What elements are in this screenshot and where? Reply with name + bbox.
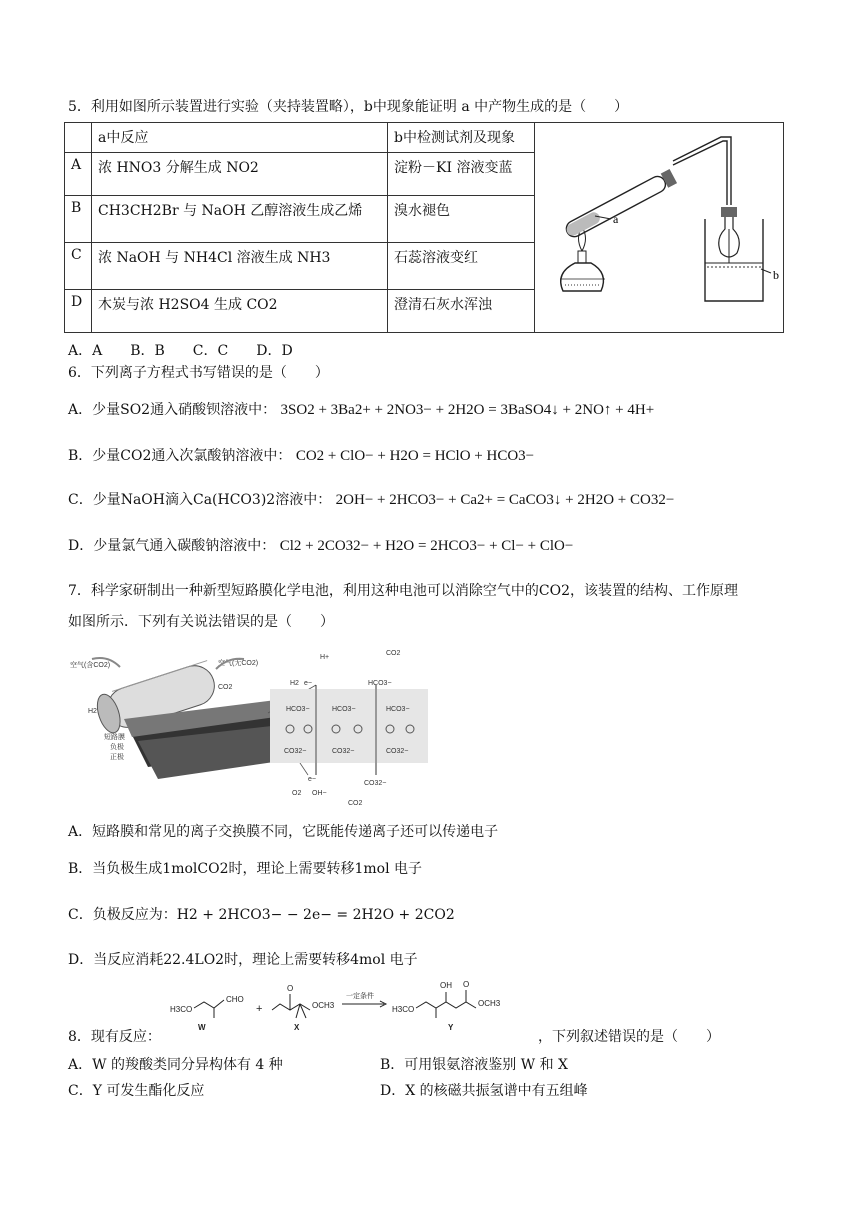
label-h3co: H3CO (170, 1005, 193, 1014)
q5-stem: 5．利用如图所示装置进行实验（夹持装置略），b中现象能证明 a 中产物生成的是（ ） (68, 99, 629, 115)
label-oh: OH (440, 981, 452, 990)
q6-stem: 6．下列离子方程式书写错误的是（ ） (68, 365, 329, 381)
q6-option-c (68, 491, 674, 509)
apparatus-figure (535, 123, 783, 328)
label-hplus: H+ (320, 654, 330, 661)
label-condition: 一定条件 (346, 993, 374, 1000)
label-hco3: HCO3− (368, 680, 392, 687)
label-co32: CO32− (364, 780, 387, 787)
q5-row-b: 石蕊溶液变红 (388, 242, 535, 289)
q5-row-a: 浓 HNO3 分解生成 NO2 (92, 152, 388, 195)
label-o: O (287, 984, 294, 993)
q5-header-empty (65, 123, 92, 153)
label-membrane: 短路膜 (104, 734, 125, 741)
label-air-out: 空气(无CO2) (218, 660, 259, 667)
label-y: Y (448, 1023, 454, 1032)
q6-a-prefix: A．少量SO2通入硝酸钡溶液中： (68, 402, 277, 418)
label-b: b (773, 268, 779, 282)
label-co2: CO2 (348, 800, 363, 807)
label-air-in: 空气(含CO2) (70, 662, 111, 669)
q6-b-equation: CO2 + ClO− + H2O = HClO + HCO3− (295, 448, 535, 464)
q8-option-a: A．W 的羧酸类同分异构体有 4 种 (68, 1057, 283, 1073)
label-hco3: HCO3− (386, 706, 410, 713)
label-w: W (198, 1023, 206, 1032)
label-co2: CO2 (218, 684, 233, 691)
q7-option-d: D．当反应消耗22.4LO2时，理论上需要转移4mol 电子 (68, 952, 418, 968)
label-cho: CHO (226, 995, 244, 1004)
q5-row-a: 木炭与浓 H2SO4 生成 CO2 (92, 289, 388, 332)
label-negative: 负极 (110, 744, 124, 751)
label-h3co: H3CO (392, 1005, 415, 1014)
q8-option-c: C．Y 可发生酯化反应 (68, 1083, 205, 1099)
label-co32: CO32− (386, 748, 409, 755)
q8-option-d: D．X 的核磁共振氢谱中有五组峰 (380, 1083, 588, 1099)
q5-row-a: 浓 NaOH 与 NH4Cl 溶液生成 NH3 (92, 242, 388, 289)
label-hco3: HCO3− (332, 706, 356, 713)
label-electron: e− (304, 680, 312, 687)
q6-d-equation: Cl2 + 2CO32− + H2O = 2HCO3− + Cl− + ClO− (279, 538, 574, 554)
q5-row-letter: B (65, 195, 92, 242)
q7-option-a: A．短路膜和常见的离子交换膜不同，它既能传递离子还可以传递电子 (68, 824, 499, 840)
label-hco3: HCO3− (286, 706, 310, 713)
q8-stem: 8．现有反应： (68, 1029, 161, 1045)
q6-c-prefix: C．少量NaOH滴入Ca(HCO3)2溶液中： (68, 492, 332, 508)
label-o: O (463, 980, 470, 989)
q5-row-b: 淀粉－KI 溶液变蓝 (388, 152, 535, 195)
q5-options: A．A B．B C．C D．D (68, 343, 293, 359)
q5-header-b: b中检测试剂及现象 (388, 123, 535, 153)
label-co32: CO32− (332, 748, 355, 755)
label-electron: e− (308, 776, 316, 783)
q7-stem-line1: 7．科学家研制出一种新型短路膜化学电池，利用这种电池可以消除空气中的CO2，该装置的结构、工作原理 (68, 583, 739, 599)
label-oh: OH− (312, 790, 327, 797)
label-x: X (294, 1023, 300, 1032)
label-co32: CO32− (284, 748, 307, 755)
label-co2: CO2 (386, 650, 401, 657)
label-h2: H2 (88, 708, 97, 715)
q6-d-prefix: D．少量氯气通入碳酸钠溶液中： (68, 538, 276, 554)
q5-header-a: a中反应 (92, 123, 388, 153)
label-o2: O2 (292, 790, 302, 797)
q6-option-a (68, 401, 654, 419)
q7-stem-line2: 如图所示．下列有关说法错误的是（ ） (68, 614, 334, 630)
q5-row-letter: A (65, 152, 92, 195)
label-plus: + (256, 1003, 263, 1015)
q8-stem-tail: ，下列叙述错误的是（ ） (538, 1029, 720, 1045)
q5-row-a: CH3CH2Br 与 NaOH 乙醇溶液生成乙烯 (92, 195, 388, 242)
q5-row-b: 溴水褪色 (388, 195, 535, 242)
label-h2: H2 (290, 680, 299, 687)
q6-option-b (68, 447, 534, 465)
q5-row-b: 澄清石灰水浑浊 (388, 289, 535, 332)
q8-option-b: B．可用银氨溶液鉴别 W 和 X (380, 1057, 568, 1073)
q7-option-b: B．当负极生成1molCO2时，理论上需要转移1mol 电子 (68, 861, 423, 877)
q6-b-prefix: B．少量CO2通入次氯酸钠溶液中： (68, 448, 292, 464)
q6-c-equation: 2OH− + 2HCO3− + Ca2+ = CaCO3↓ + 2H2O + CO32− (335, 492, 675, 508)
q6-a-equation: 3SO2 + 3Ba2+ + 2NO3− + 2H2O = 3BaSO4↓ + 2NO↑ + 4H+ (280, 402, 655, 418)
q5-row-letter: D (65, 289, 92, 332)
q6-option-d (68, 537, 573, 555)
reaction-figure (168, 978, 538, 1038)
label-och3: OCH3 (312, 1001, 335, 1010)
q5-apparatus (535, 123, 784, 333)
q5-table (64, 122, 784, 333)
label-a: a (613, 212, 619, 226)
label-positive: 正极 (110, 754, 124, 761)
battery-figure (68, 645, 438, 810)
q7-option-c: C．负极反应为：H2 + 2HCO3− − 2e− = 2H2O + 2CO2 (68, 907, 455, 923)
q5-row-letter: C (65, 242, 92, 289)
label-och3: OCH3 (478, 999, 501, 1008)
